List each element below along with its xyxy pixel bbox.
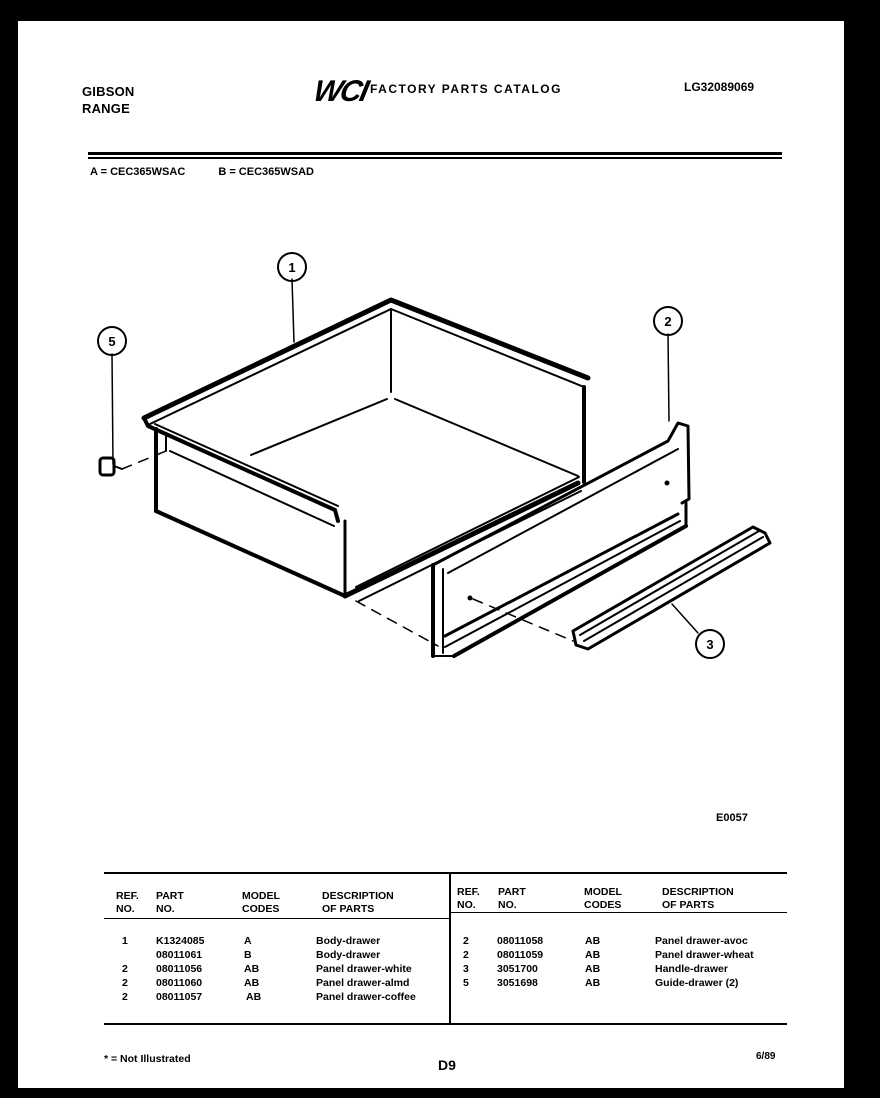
left-rows: [104, 935, 449, 1005]
callout-2: [654, 307, 682, 421]
catalog-page: [18, 21, 844, 1088]
table-top-border: [104, 872, 787, 874]
header-description: DESCRIPTION OF PARTS: [322, 890, 394, 915]
table-row: 1 K1324085 A Body-drawer: [122, 935, 381, 947]
table-header-rule-right: [451, 912, 787, 913]
catalog-code: LG32089069: [684, 80, 755, 94]
table-row: 2 08011058 AB Panel drawer-avoc: [463, 935, 748, 947]
header-model-codes-right: MODEL CODES: [584, 886, 622, 911]
table-row: 3 3051700 AB Handle-drawer: [463, 963, 728, 975]
right-rows: [451, 935, 787, 991]
header-model-codes: MODEL CODES: [242, 890, 280, 915]
figure-code: E0057: [716, 812, 748, 824]
drawer-body-illustration: [144, 300, 588, 601]
page-number: D9: [438, 1057, 456, 1073]
table-row: 08011061 B Body-drawer: [156, 949, 381, 961]
panel-drawer-illustration: [433, 423, 689, 656]
brand-line-2: RANGE: [82, 101, 130, 116]
svg-text:1: 1: [288, 260, 296, 275]
table-row: 2 08011059 AB Panel drawer-wheat: [463, 949, 754, 961]
parts-table: [104, 872, 787, 1027]
guide-drawer-illustration: [100, 458, 122, 475]
brand-line-1: GIBSON: [82, 84, 135, 99]
table-row: 5 3051698 AB Guide-drawer (2): [463, 977, 739, 989]
header-part-no: PART NO.: [156, 890, 184, 915]
header-description-right: DESCRIPTION OF PARTS: [662, 886, 734, 911]
header-ref-no: REF. NO.: [116, 890, 139, 915]
model-a: A = CEC365WSAC: [90, 166, 186, 178]
alignment-lines: [122, 451, 573, 646]
table-header-rule-left: [104, 918, 449, 919]
wci-logo: WCI: [310, 75, 370, 108]
header-ref-no-right: REF. NO.: [457, 886, 480, 911]
svg-text:2: 2: [664, 314, 672, 329]
not-illustrated-note: * = Not Illustrated: [104, 1053, 191, 1065]
exploded-parts-diagram: [18, 21, 844, 821]
catalog-date: 6/89: [756, 1051, 776, 1062]
model-b: B = CEC365WSAD: [218, 166, 314, 178]
table-bottom-border: [104, 1023, 787, 1025]
callout-1: [278, 253, 306, 342]
header-part-no-right: PART NO.: [498, 886, 526, 911]
table-row: 2 08011060 AB Panel drawer-almd: [122, 977, 410, 989]
catalog-title: FACTORY PARTS CATALOG: [370, 82, 562, 96]
table-row: 2 08011057 AB Panel drawer-coffee: [122, 991, 416, 1003]
callout-5: [98, 327, 126, 464]
svg-text:5: 5: [108, 334, 116, 349]
table-row: 2 08011056 AB Panel drawer-white: [122, 963, 412, 975]
handle-drawer-illustration: [573, 527, 770, 649]
svg-text:3: 3: [706, 637, 714, 652]
callout-3: [672, 604, 724, 658]
